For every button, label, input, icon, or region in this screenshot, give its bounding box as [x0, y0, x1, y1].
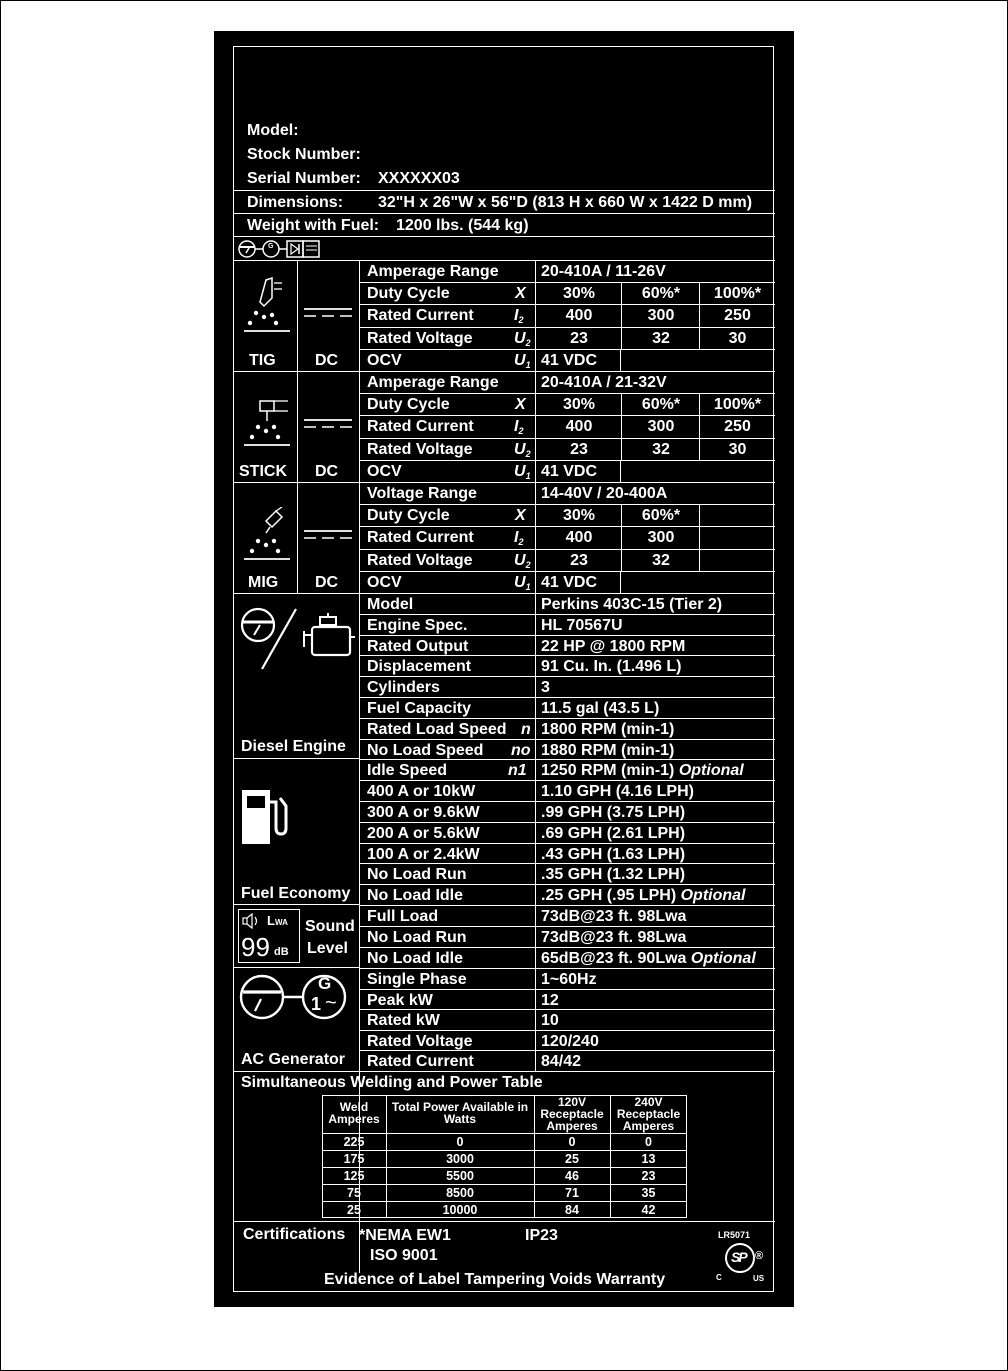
table-cell: 23	[641, 1169, 656, 1183]
spec-value	[541, 909, 686, 925]
process-spec-value: 300	[647, 418, 675, 436]
divider	[322, 1133, 687, 1134]
spec-value	[541, 930, 686, 946]
process-spec-value: 100%*	[713, 396, 762, 414]
table-header: 240V Receptacle Amperes	[616, 1095, 681, 1133]
sound-level-value: 99	[241, 932, 270, 962]
divider	[360, 614, 775, 615]
process-spec-value: 400	[565, 418, 593, 436]
process-spec-label: Amperage Range	[367, 374, 499, 391]
divider	[322, 1167, 687, 1168]
spec-symbol: n	[521, 720, 531, 738]
spec-value-text: HL 70567U	[541, 616, 623, 634]
spec-label: Displacement	[367, 658, 472, 676]
table-cell: 84	[565, 1203, 579, 1217]
process-spec-value: 23	[570, 440, 588, 458]
process-spec-value: 41 VDC	[541, 462, 598, 480]
divider	[234, 260, 775, 261]
csa-registered: ®	[755, 1250, 764, 1262]
tig-torch-icon	[244, 275, 290, 339]
table-cell: 75	[347, 1186, 361, 1200]
spec-value-text: .25 GPH (.95 LPH)	[541, 887, 677, 905]
divider	[234, 967, 360, 968]
spec-label: Fuel Capacity	[367, 700, 472, 717]
divider	[360, 718, 775, 719]
stock-number-label: Stock Number:	[247, 146, 361, 163]
divider	[360, 697, 775, 698]
spec-value	[541, 680, 550, 696]
process-spec-symbol: $U_1$	[514, 573, 531, 592]
spec-label: Rated Current	[367, 1053, 474, 1071]
table-cell: 0	[645, 1135, 652, 1149]
table-cell: 125	[343, 1169, 365, 1183]
divider	[535, 655, 536, 676]
divider	[620, 571, 621, 593]
divider	[322, 1184, 687, 1185]
csa-c: C	[716, 1273, 722, 1282]
spec-value	[541, 763, 744, 779]
process-spec-symbol: $I_2$	[514, 529, 524, 548]
process-spec-label: Rated Current	[367, 418, 474, 436]
diesel-engine-label: Diesel Engine	[241, 738, 346, 755]
dc-symbol-icon	[304, 307, 352, 319]
fuel-economy-label: Fuel Economy	[241, 885, 351, 902]
divider	[360, 926, 775, 927]
spec-value	[541, 1034, 599, 1050]
spec-label: Engine Spec.	[367, 616, 468, 634]
divider	[234, 482, 360, 483]
divider	[535, 614, 536, 635]
table-cell: 25	[565, 1152, 579, 1166]
divider	[535, 968, 536, 989]
lr-number: LR5071	[718, 1230, 751, 1240]
process-spec-label: Rated Current	[367, 529, 474, 547]
divider	[234, 593, 360, 594]
spec-value	[541, 847, 685, 863]
divider	[360, 526, 775, 527]
optional-note: Optional	[678, 762, 744, 780]
divider	[322, 1150, 687, 1151]
table-cell: 71	[565, 1186, 579, 1200]
divider	[360, 947, 775, 948]
spec-value	[541, 993, 559, 1009]
process-spec-symbol: $U_2$	[514, 551, 531, 570]
divider	[535, 1009, 536, 1030]
process-spec-label: OCV	[367, 573, 402, 591]
mig-label: MIG	[248, 574, 279, 591]
sound-label-line-2: Level	[307, 940, 348, 957]
spec-label: Rated Voltage	[367, 1032, 473, 1050]
spec-value	[541, 639, 685, 655]
divider	[360, 822, 775, 823]
divider	[535, 349, 536, 371]
spec-label: No Load Idle	[367, 950, 463, 967]
process-spec-label: Rated Voltage	[367, 440, 473, 458]
divider	[535, 482, 536, 504]
divider	[620, 460, 621, 482]
process-spec-label: Rated Voltage	[367, 329, 473, 347]
nema-certification: *NEMA EW1	[359, 1227, 451, 1244]
table-cell: 46	[565, 1169, 579, 1183]
spec-label: Model	[367, 596, 414, 613]
table-cell: 0	[456, 1135, 464, 1149]
process-spec-value: 20-410A / 21-32V	[541, 374, 667, 391]
divider	[360, 1050, 775, 1051]
divider	[360, 655, 775, 656]
spec-label: Single Phase	[367, 971, 467, 988]
spec-symbol: n1	[508, 762, 527, 780]
spec-label: 100 A or 2.4kW	[367, 845, 480, 863]
spec-value-text: 12	[541, 991, 559, 1009]
divider	[535, 759, 536, 780]
spec-value	[541, 1054, 581, 1070]
divider	[535, 718, 536, 739]
table-header: 120V Receptacle Amperes	[540, 1095, 604, 1133]
spec-value-text: 91 Cu. In. (1.496 L)	[541, 658, 682, 676]
process-spec-label: OCV	[367, 462, 402, 480]
divider	[234, 904, 360, 905]
divider	[360, 593, 775, 594]
process-spec-value: 400	[565, 529, 593, 547]
divider	[535, 884, 536, 905]
lwa-subscript: WA	[274, 918, 288, 927]
process-spec-value: 250	[724, 307, 751, 325]
divider	[360, 1030, 775, 1031]
spec-value-text: 22 HP @ 1800 RPM	[541, 637, 686, 655]
spec-value-text: .99 GPH (3.75 LPH)	[541, 804, 686, 821]
divider	[620, 349, 621, 371]
divider	[360, 393, 775, 394]
dimensions-label: Dimensions:	[247, 194, 344, 211]
divider	[535, 801, 536, 822]
divider	[360, 968, 775, 969]
divider	[234, 371, 360, 372]
fuel-pump-icon	[240, 788, 292, 848]
divider	[360, 571, 775, 572]
spec-value-text: 11.5 gal (43.5 L)	[541, 700, 660, 717]
spec-value	[541, 805, 685, 821]
spec-value	[541, 888, 746, 904]
divider	[535, 843, 536, 864]
model-label: Model:	[247, 122, 299, 139]
mig-gun-icon	[244, 507, 294, 567]
divider	[535, 371, 536, 393]
serial-number-value: XXXXXX03	[378, 170, 460, 187]
divider	[234, 190, 775, 191]
process-spec-value: 32	[652, 440, 670, 458]
spec-value-text: Perkins 403C-15 (Tier 2)	[541, 596, 723, 613]
spec-value-text: 3	[541, 679, 550, 697]
process-spec-symbol: X	[515, 507, 526, 525]
divider	[535, 676, 536, 697]
spec-value-text: 84/42	[541, 1053, 582, 1071]
speaker-icon	[242, 913, 262, 929]
divider	[699, 549, 700, 571]
divider	[360, 282, 775, 283]
process-spec-value: 30%	[562, 396, 596, 414]
generator-icon-wave: ~	[325, 992, 337, 1014]
process-spec-symbol: X	[515, 396, 526, 414]
sound-level-icon	[238, 909, 300, 963]
table-cell: 3000	[446, 1152, 474, 1166]
spec-label: Full Load	[367, 908, 439, 925]
process-spec-symbol: $U_1$	[514, 462, 531, 481]
table-cell: 0	[568, 1135, 576, 1149]
divider	[535, 697, 536, 718]
process-spec-value: 60%*	[641, 507, 681, 525]
table-cell: 8500	[446, 1186, 474, 1200]
divider	[234, 236, 775, 237]
table-cell: 13	[641, 1152, 656, 1166]
process-spec-value: 100%*	[713, 285, 762, 303]
spec-value-text: 10	[541, 1012, 559, 1030]
process-spec-value: 30%	[562, 507, 596, 525]
divider	[322, 1201, 687, 1202]
divider	[535, 905, 536, 926]
divider	[360, 371, 775, 372]
spec-value-text: 1~60Hz	[541, 971, 597, 988]
process-spec-value: 30	[728, 440, 747, 458]
process-spec-symbol: $I_2$	[514, 307, 524, 326]
spec-label: 400 A or 10kW	[367, 783, 476, 801]
process-spec-label: Duty Cycle	[367, 285, 450, 303]
spec-symbol: no	[511, 741, 531, 759]
divider	[535, 1050, 536, 1071]
spec-value-text: .43 GPH (1.63 LPH)	[541, 845, 686, 863]
table-cell: 10000	[442, 1203, 478, 1217]
spec-label: Rated Load Speed	[367, 720, 507, 738]
stick-current-type: DC	[315, 463, 339, 480]
spec-value-text: .69 GPH (2.61 LPH)	[541, 824, 686, 842]
stick-label: STICK	[239, 463, 287, 480]
divider	[360, 780, 775, 781]
divider	[535, 460, 536, 482]
divider	[234, 1221, 775, 1222]
spec-label: No Load Speed	[367, 741, 484, 759]
spec-value	[541, 1013, 559, 1029]
divider	[535, 571, 536, 593]
divider	[360, 905, 775, 906]
divider	[360, 460, 775, 461]
spec-label: No Load Run	[367, 929, 467, 946]
table-cell: 5500	[446, 1169, 474, 1183]
iso-certification: ISO 9001	[370, 1247, 438, 1264]
process-spec-label: Duty Cycle	[367, 507, 450, 525]
table-cell: 225	[343, 1135, 365, 1149]
process-spec-label: Duty Cycle	[367, 396, 450, 414]
divider	[360, 843, 775, 844]
spec-value	[541, 701, 659, 717]
certifications-label: Certifications	[243, 1226, 346, 1243]
spec-value-text: .35 GPH (1.32 LPH)	[541, 866, 686, 884]
process-spec-value: 32	[652, 329, 670, 347]
divider	[360, 438, 775, 439]
spec-value	[541, 722, 674, 738]
divider	[360, 676, 775, 677]
tampering-warning: Evidence of Label Tampering Voids Warranty	[324, 1271, 666, 1288]
lwa-symbol: L	[267, 913, 275, 928]
table-cell: 25	[347, 1203, 361, 1217]
divider	[234, 213, 775, 214]
divider	[535, 926, 536, 947]
process-spec-symbol: $I_2$	[514, 418, 524, 437]
divider	[297, 260, 298, 593]
process-spec-value: 32	[652, 551, 670, 569]
spec-label: Rated kW	[367, 1012, 440, 1030]
process-spec-symbol: $U_2$	[514, 329, 531, 348]
csa-mark: SP	[731, 1249, 746, 1265]
spec-value	[541, 867, 685, 883]
table-cell: 175	[343, 1152, 365, 1166]
process-spec-value: 60%*	[641, 396, 681, 414]
divider	[360, 304, 775, 305]
divider	[535, 822, 536, 843]
divider	[360, 739, 775, 740]
ac-generator-icon	[238, 973, 356, 1023]
spec-value	[541, 784, 694, 800]
divider	[535, 863, 536, 884]
dimensions-value: 32"H x 26"W x 56"D (813 H x 660 W x 1422 D mm)	[378, 194, 753, 211]
dc-symbol-icon	[304, 418, 352, 430]
spec-label: Peak kW	[367, 991, 433, 1009]
table-cell: 35	[641, 1186, 656, 1200]
process-spec-label: OCV	[367, 351, 402, 369]
process-spec-symbol: $U_1$	[514, 351, 531, 370]
ip-rating: IP23	[525, 1227, 558, 1244]
spec-label: 200 A or 5.6kW	[367, 824, 480, 842]
process-spec-value: 300	[647, 529, 675, 547]
spec-value	[541, 659, 681, 675]
spec-value	[541, 972, 597, 988]
divider	[360, 504, 775, 505]
process-spec-value: 300	[647, 307, 675, 325]
divider	[360, 482, 775, 483]
sound-label-line-1: Sound	[305, 918, 355, 935]
divider	[360, 884, 775, 885]
optional-note: Optional	[680, 887, 746, 905]
process-spec-value: 41 VDC	[541, 573, 598, 591]
spec-value	[541, 597, 722, 613]
serial-number-label: Serial Number:	[247, 170, 361, 187]
divider	[535, 635, 536, 656]
divider	[360, 349, 775, 350]
divider	[360, 801, 775, 802]
tig-current-type: DC	[315, 352, 339, 369]
spec-label: Rated Output	[367, 637, 469, 655]
process-spec-symbol: X	[515, 285, 526, 303]
weight-value: 1200 lbs. (544 kg)	[396, 217, 529, 234]
spec-value-text: 65dB@23 ft. 90Lwa	[541, 950, 687, 967]
divider	[360, 759, 775, 760]
spec-label: Idle Speed	[367, 762, 448, 780]
process-spec-value: 23	[570, 329, 588, 347]
divider	[360, 1009, 775, 1010]
process-spec-value: 30	[728, 329, 747, 347]
spec-value	[541, 618, 623, 634]
optional-note: Optional	[690, 950, 756, 967]
simultaneous-table-title: Simultaneous Welding and Power Table	[241, 1074, 543, 1091]
process-spec-label: Voltage Range	[367, 485, 477, 502]
mig-current-type: DC	[315, 574, 339, 591]
divider	[360, 635, 775, 636]
spec-label: Cylinders	[367, 679, 440, 697]
divider	[699, 526, 700, 548]
spec-value	[541, 951, 756, 967]
divider	[360, 989, 775, 990]
spec-value-text: 120/240	[541, 1032, 599, 1050]
divider	[360, 863, 775, 864]
process-spec-value: 23	[570, 551, 588, 569]
divider	[535, 780, 536, 801]
divider	[360, 549, 775, 550]
divider	[360, 327, 775, 328]
divider	[699, 504, 700, 526]
divider	[360, 415, 775, 416]
table-header: Weld Amperes	[328, 1100, 380, 1126]
spec-label: No Load Idle	[367, 887, 463, 905]
spec-value-text: 1.10 GPH (4.16 LPH)	[541, 783, 694, 801]
divider	[535, 593, 536, 614]
diesel-engine-icon	[238, 603, 356, 675]
spec-value-text: 1880 RPM (min-1)	[541, 741, 675, 759]
table-cell: 42	[641, 1203, 656, 1217]
csa-us: US	[753, 1274, 765, 1283]
spec-label: No Load Run	[367, 866, 467, 884]
divider	[535, 739, 536, 760]
generator-icon-phase: 1	[311, 994, 322, 1014]
process-spec-value: 14-40V / 20-400A	[541, 485, 668, 502]
tig-label: TIG	[249, 352, 276, 369]
sound-level-unit: dB	[274, 946, 289, 958]
divider	[535, 1030, 536, 1051]
dc-symbol-icon	[304, 529, 352, 541]
spec-value	[541, 743, 674, 759]
process-spec-symbol: $U_2$	[514, 440, 531, 459]
process-spec-value: 400	[565, 307, 593, 325]
process-spec-value: 250	[724, 418, 751, 436]
divider	[234, 758, 360, 759]
process-spec-label: Amperage Range	[367, 263, 499, 280]
divider	[535, 947, 536, 968]
ac-generator-label: AC Generator	[241, 1051, 346, 1068]
spec-label: 300 A or 9.6kW	[367, 804, 480, 821]
process-spec-value: 30%	[562, 285, 596, 303]
spec-value-text: 73dB@23 ft. 98Lwa	[541, 908, 687, 925]
rating-label	[233, 46, 774, 1292]
divider	[535, 989, 536, 1010]
spec-value-text: 73dB@23 ft. 98Lwa	[541, 929, 687, 946]
engine-generator-welder-icon	[237, 239, 357, 259]
process-spec-label: Rated Voltage	[367, 551, 473, 569]
table-header: Total Power Available in Watts	[391, 1100, 529, 1126]
stick-electrode-icon	[244, 399, 294, 455]
process-spec-value: 20-410A / 11-26V	[541, 263, 666, 280]
process-spec-value: 41 VDC	[541, 351, 598, 369]
divider	[535, 260, 536, 282]
svg-text:G: G	[268, 243, 274, 250]
spec-value-text: 1800 RPM (min-1)	[541, 720, 675, 738]
weight-label: Weight with Fuel:	[247, 217, 380, 234]
divider	[234, 1071, 775, 1072]
spec-value-text: 1250 RPM (min-1)	[541, 762, 675, 780]
process-spec-label: Rated Current	[367, 307, 474, 325]
spec-value	[541, 826, 685, 842]
generator-icon-g: G	[318, 974, 332, 993]
process-spec-value: 60%*	[641, 285, 681, 303]
